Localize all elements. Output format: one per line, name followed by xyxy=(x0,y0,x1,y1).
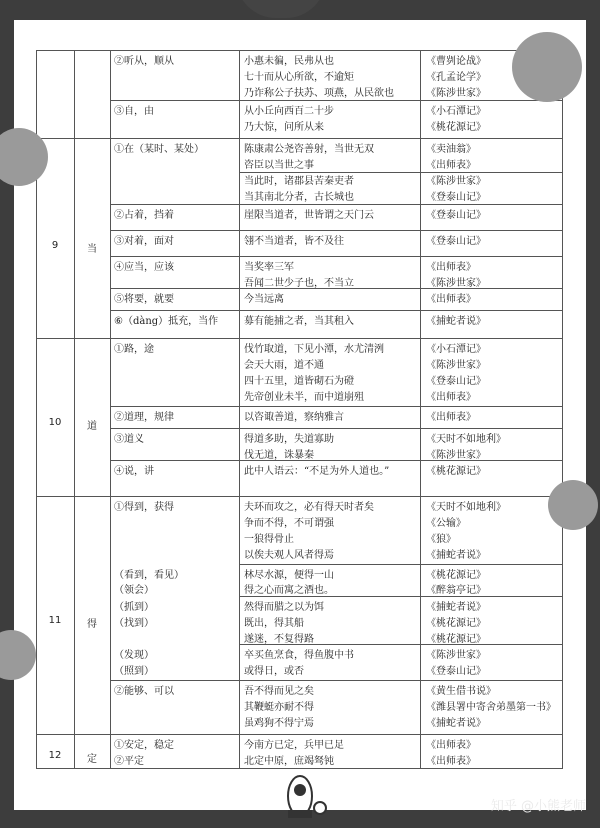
source-text: 《登泰山记》 xyxy=(426,236,486,247)
example-text: 吾不得而见之矣 xyxy=(244,686,314,697)
circle-decoration xyxy=(548,480,598,530)
source-text: 《登泰山记》 xyxy=(426,666,486,677)
group-number: 10 xyxy=(48,417,62,428)
example-text: 从小丘向西百二十步 xyxy=(244,106,334,117)
example-text: 咨臣以当世之事 xyxy=(244,160,314,171)
example-text: 崖限当道者，世皆谓之天门云 xyxy=(244,210,374,221)
example-text: 会天大雨，道不通 xyxy=(244,360,324,371)
group-number: 12 xyxy=(48,750,62,761)
source-text: 《陈涉世家》 xyxy=(426,650,486,661)
meaning-cell: ②能够、可以 xyxy=(114,686,174,697)
example-text: 林尽水源，便得一山 xyxy=(244,570,334,581)
source-text: 《出师表》 xyxy=(426,160,476,171)
group-number: 11 xyxy=(48,615,62,626)
source-text: 《出师表》 xyxy=(426,294,476,305)
meaning-cell: ③自，由 xyxy=(114,106,154,117)
meaning-cell: ③对着，面对 xyxy=(114,236,174,247)
example-text: 今当远离 xyxy=(244,294,284,305)
example-text: 七十而从心所欲，不逾矩 xyxy=(244,72,354,83)
meaning-cell: （抓到） xyxy=(114,602,154,613)
circle-decoration xyxy=(512,32,582,102)
example-text: 卒买鱼烹食，得鱼腹中书 xyxy=(244,650,354,661)
source-text: 《小石潭记》 xyxy=(426,344,486,355)
example-text: 北定中原，庶竭驽钝 xyxy=(244,756,334,767)
source-text: 《桃花源记》 xyxy=(426,618,486,629)
example-text: 四十五里，道皆砌石为磴 xyxy=(244,376,354,387)
meaning-cell: （发现） xyxy=(114,650,154,661)
source-text: 《捕蛇者说》 xyxy=(426,602,486,613)
example-text: 乃诈称公子扶苏、项燕，从民欲也 xyxy=(244,88,394,99)
source-text: 《桃花源记》 xyxy=(426,466,486,477)
source-text: 《孔孟论学》 xyxy=(426,72,486,83)
example-text: 遂迷，不复得路 xyxy=(244,634,314,645)
meaning-cell: ②平定 xyxy=(114,756,144,767)
example-text: 伐无道，诛暴秦 xyxy=(244,450,314,461)
source-text: 《醉翁亭记》 xyxy=(426,585,486,596)
example-text: 既出，得其船 xyxy=(244,618,304,629)
group-character: 道 xyxy=(87,421,97,432)
planet-decoration xyxy=(236,0,326,18)
source-text: 《潍县署中寄舍弟墨第一书》 xyxy=(426,702,556,713)
example-text: 此中人语云：“不足为外人道也。” xyxy=(244,466,390,477)
example-text: 当此时，诸郡县苦秦吏者 xyxy=(244,176,354,187)
source-text: 《捕蛇者说》 xyxy=(426,718,486,729)
group-character: 定 xyxy=(87,754,97,765)
example-text: 募有能捕之者，当其租入 xyxy=(244,316,354,327)
example-text: 陈康肃公尧咨善射，当世无双 xyxy=(244,144,374,155)
meaning-cell: ④说，讲 xyxy=(114,466,154,477)
meaning-cell: （找到） xyxy=(114,618,154,629)
example-text: 当奖率三军 xyxy=(244,262,294,273)
example-text: 先帝创业未半，而中道崩殂 xyxy=(244,392,364,403)
example-text: 小惠未徧，民弗从也 xyxy=(244,56,334,67)
source-text: 《曹刿论战》 xyxy=(426,56,486,67)
example-text: 争而不得，不可谓强 xyxy=(244,518,334,529)
source-text: 《陈涉世家》 xyxy=(426,176,486,187)
example-text: 虽鸡狗不得宁焉 xyxy=(244,718,314,729)
example-text: 或得日，或否 xyxy=(244,666,304,677)
source-text: 《黄生借书说》 xyxy=(426,686,496,697)
source-text: 《狼》 xyxy=(426,534,456,545)
meaning-cell: ⑤将要，就要 xyxy=(114,294,174,305)
source-text: 《捕蛇者说》 xyxy=(426,550,486,561)
group-character: 得 xyxy=(87,619,97,630)
meaning-cell: （看到，看见） xyxy=(114,570,184,581)
example-text: 以俟夫观人风者得焉 xyxy=(244,550,334,561)
source-text: 《小石潭记》 xyxy=(426,106,486,117)
meaning-cell: ②占着，挡着 xyxy=(114,210,174,221)
meaning-cell: ④应当，应该 xyxy=(114,262,174,273)
source-text: 《捕蛇者说》 xyxy=(426,316,486,327)
example-text: 其鞭蜓亦耐不得 xyxy=(244,702,314,713)
example-text: 当其南北分者，古长城也 xyxy=(244,192,354,203)
source-text: 《出师表》 xyxy=(426,412,476,423)
source-text: 《桃花源记》 xyxy=(426,122,486,133)
source-text: 《出师表》 xyxy=(426,392,476,403)
source-text: 《出师表》 xyxy=(426,262,476,273)
example-text: 以咨诹善道，察纳雅言 xyxy=(244,412,344,423)
source-text: 《天时不如地利》 xyxy=(426,434,506,445)
source-text: 《桃花源记》 xyxy=(426,634,486,645)
source-text: 《桃花源记》 xyxy=(426,570,486,581)
example-text: 然得而腊之以为饵 xyxy=(244,602,324,613)
example-text: 得之心而寓之酒也。 xyxy=(244,585,334,596)
example-text: 乃大惊，问所从来 xyxy=(244,122,324,133)
meaning-cell: ⑥（dàng）抵充，当作 xyxy=(114,316,219,327)
source-text: 《卖油翁》 xyxy=(426,144,476,155)
example-text: 伐竹取道，下见小潭，水尤清洌 xyxy=(244,344,384,355)
meaning-cell: ②听从，顺从 xyxy=(114,56,174,67)
source-text: 《出师表》 xyxy=(426,740,476,751)
meaning-cell: ③道义 xyxy=(114,434,144,445)
example-text: 一狼得骨止 xyxy=(244,534,294,545)
source-text: 《陈涉世家》 xyxy=(426,88,486,99)
source-text: 《陈涉世家》 xyxy=(426,278,486,289)
meaning-cell: （领会） xyxy=(114,585,154,596)
example-text: 吾闻二世少子也，不当立 xyxy=(244,278,354,289)
example-text: 夫环而攻之，必有得天时者矣 xyxy=(244,502,374,513)
meaning-cell: （照到） xyxy=(114,666,154,677)
source-text: 《天时不如地利》 xyxy=(426,502,506,513)
group-number: 9 xyxy=(51,240,59,251)
meaning-cell: ①在（某时、某处） xyxy=(114,144,204,155)
footer-watermark: 知乎 @小熊老师 xyxy=(490,799,586,814)
source-text: 《陈涉世家》 xyxy=(426,360,486,371)
meaning-cell: ①路，途 xyxy=(114,344,154,355)
rocket-icon xyxy=(270,770,330,822)
source-text: 《陈涉世家》 xyxy=(426,450,486,461)
example-text: 今南方已定，兵甲已足 xyxy=(244,740,344,751)
meaning-cell: ②道理，规律 xyxy=(114,412,174,423)
meaning-cell: ①安定，稳定 xyxy=(114,740,174,751)
meaning-cell: ①得到，获得 xyxy=(114,502,174,513)
group-character: 当 xyxy=(87,244,97,255)
example-text: 翎不当道者，皆不及往 xyxy=(244,236,344,247)
source-text: 《公输》 xyxy=(426,518,466,529)
source-text: 《登泰山记》 xyxy=(426,210,486,221)
source-text: 《登泰山记》 xyxy=(426,192,486,203)
example-text: 得道多助，失道寡助 xyxy=(244,434,334,445)
source-text: 《出师表》 xyxy=(426,756,476,767)
source-text: 《登泰山记》 xyxy=(426,376,486,387)
